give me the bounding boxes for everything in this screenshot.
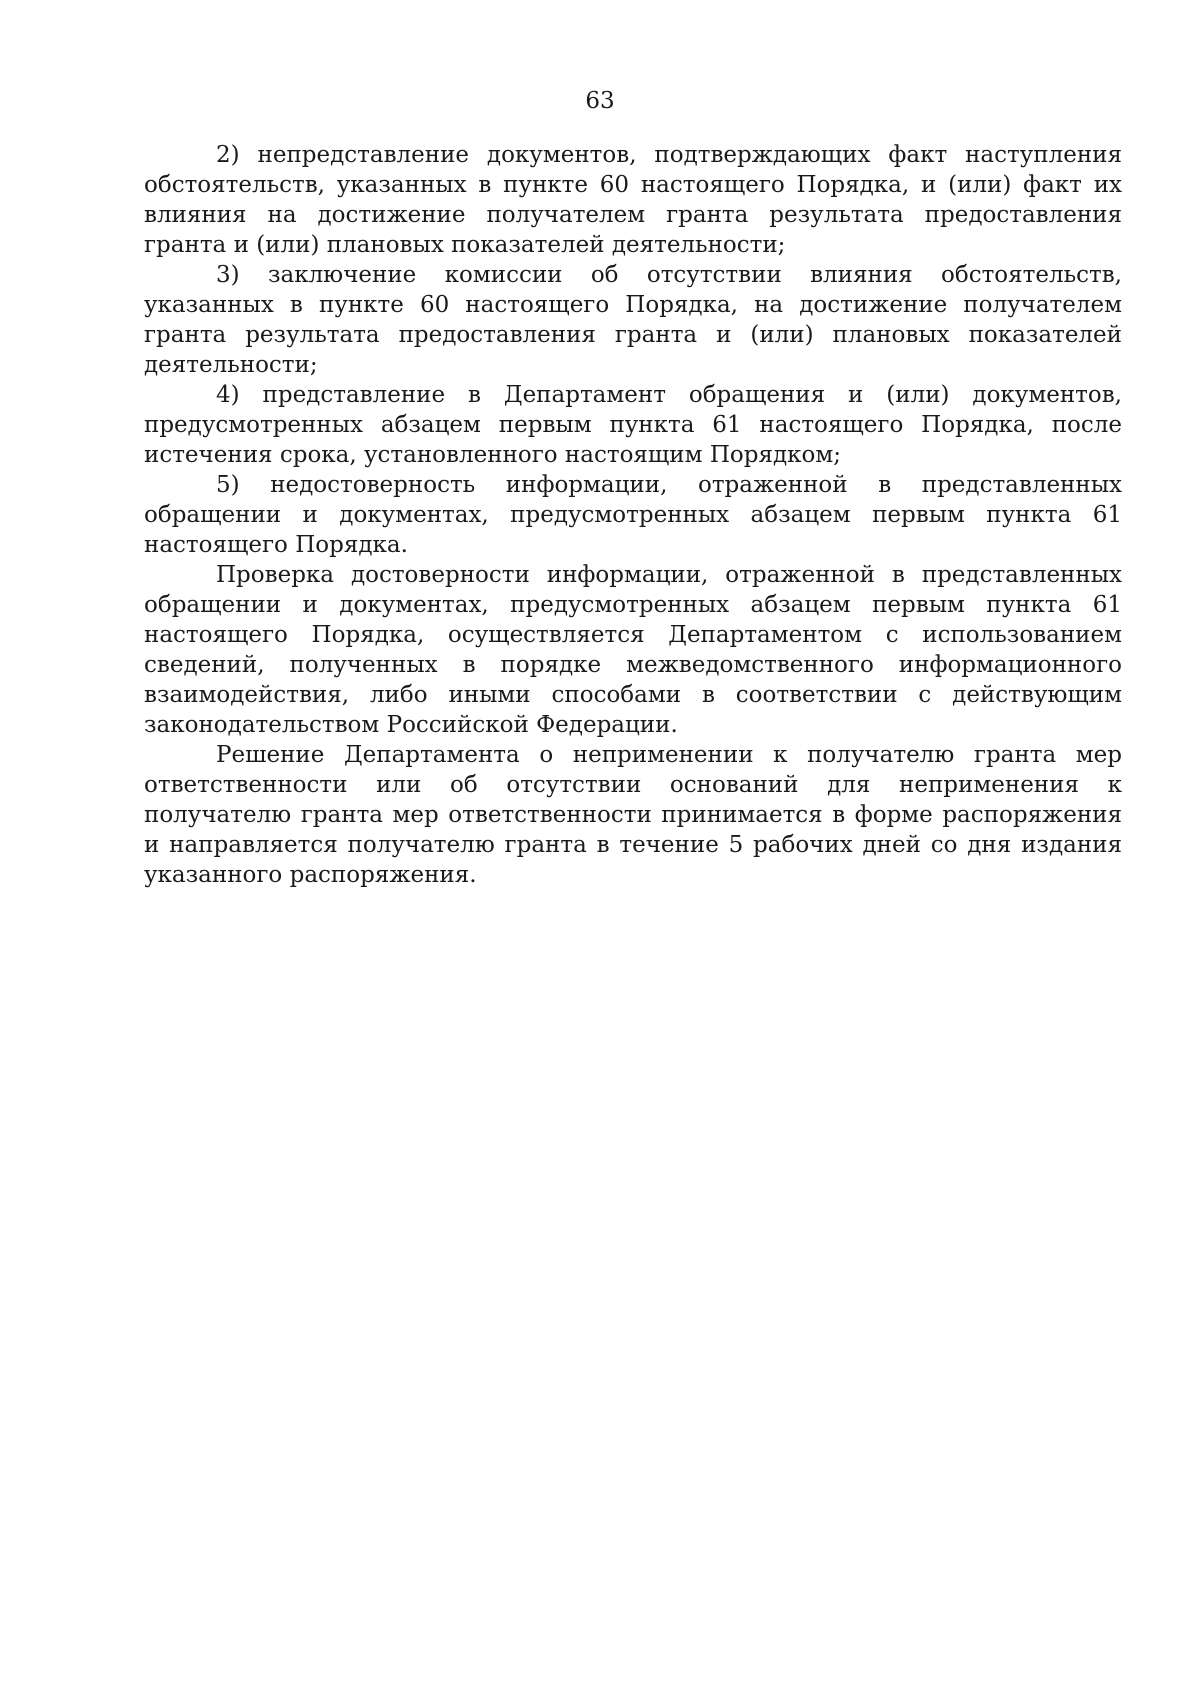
paragraph-item-5: 5) недостоверность информации, отраженной в представленных обращении и документах, предусмотренных абзацем первым пункта 61 настоящего Порядка. (144, 472, 1122, 558)
page-number: 63 (585, 88, 615, 114)
paragraph-item-3: 3) заключение комиссии об отсутствии влияния обстоятельств, указанных в пункте 60 настоящего Порядка, на достижение получателем гранта результата предоставления гранта и (или) плановых показателей деятельности; (144, 262, 1122, 378)
paragraph-verification: Проверка достоверности информации, отраженной в представленных обращении и документах, предусмотренных абзацем первым пункта 61 настоящего Порядка, осуществляется Департаментом с использованием сведений, полученных в порядке межведомственного информационного взаимодействия, либо иными способами в соответствии с действующим законодательством Российской Федерации. (144, 562, 1122, 738)
paragraph-item-2: 2) непредставление документов, подтверждающих факт наступления обстоятельств, указанных в пункте 60 настоящего Порядка, и (или) факт их влияния на достижение получателем гранта результата предоставления гранта и (или) плановых показателей деятельности; (144, 142, 1122, 258)
document-body (144, 140, 1122, 890)
paragraph-decision: Решение Департамента о неприменении к получателю гранта мер ответственности или об отсутствии оснований для неприменения к получателю гранта мер ответственности принимается в форме распоряжения и направляется получателю гранта в течение 5 рабочих дней со дня издания указанного распоряжения. (144, 742, 1122, 888)
paragraph-item-4: 4) представление в Департамент обращения и (или) документов, предусмотренных абзацем первым пункта 61 настоящего Порядка, после истечения срока, установленного настоящим Порядком; (144, 382, 1122, 468)
